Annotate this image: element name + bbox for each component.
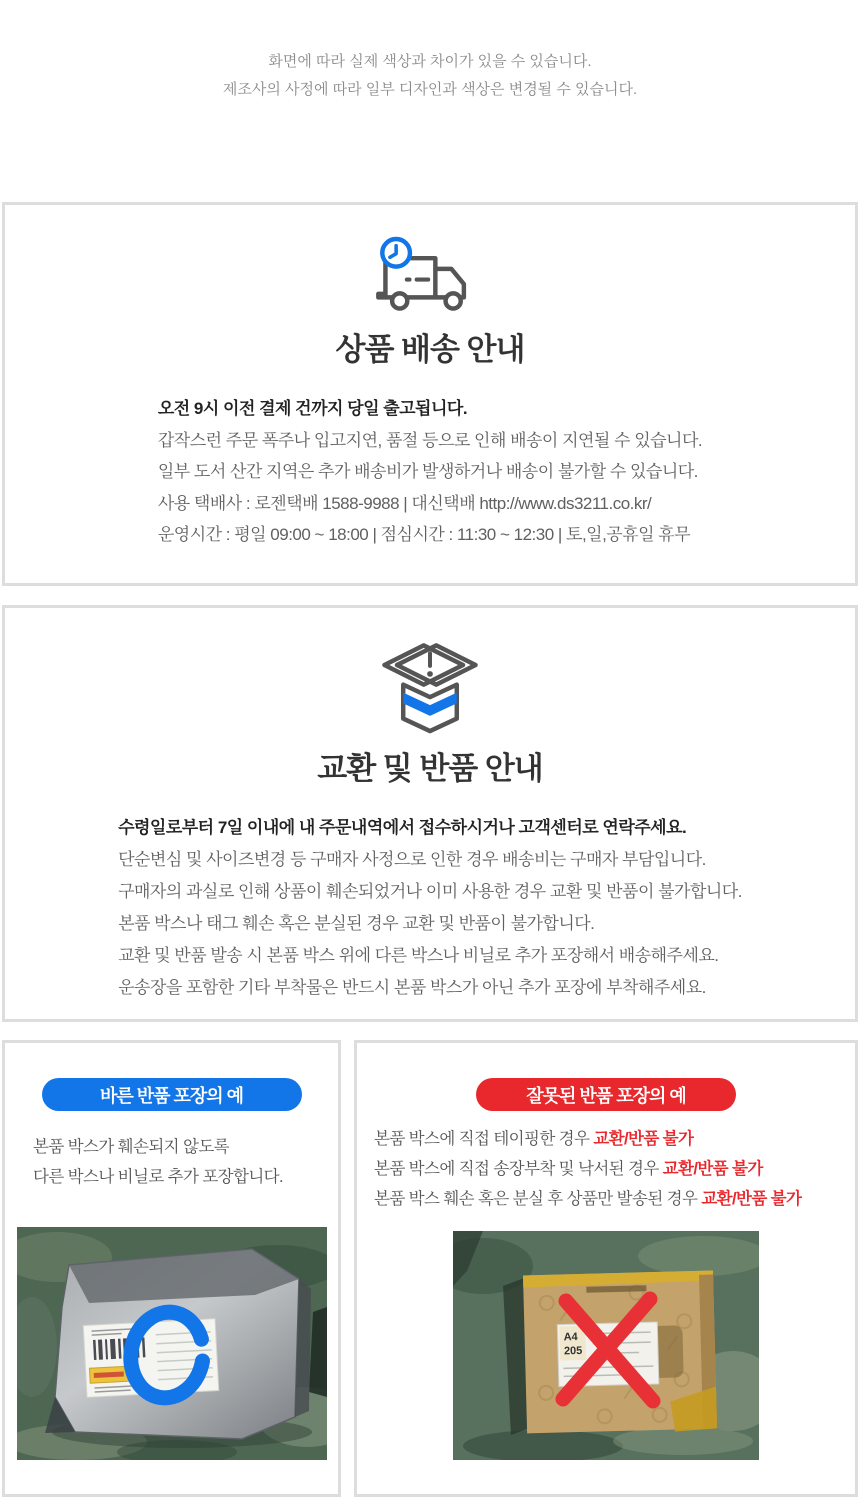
correct-packaging-panel [2, 1040, 341, 1497]
shipping-line: 운영시간 : 평일 09:00 ~ 18:00 | 점심시간 : 11:30 ~ 12:30 | 토,일,공휴일 휴무 [157, 525, 691, 544]
shipping-info-panel [2, 202, 858, 586]
open-box-icon [375, 640, 485, 740]
wrong-packaging-badge: 잘못된 반품 포장의 예 [476, 1078, 736, 1111]
svg-text:205: 205 [563, 1344, 583, 1358]
wrong-note-line: 본품 박스 훼손 혹은 분실 후 상품만 발송된 경우 교환/반품 불가 [374, 1190, 802, 1208]
returns-text [118, 812, 742, 1004]
returns-title: 교환 및 반품 안내 [317, 751, 543, 786]
wrong-packaging-photo [453, 1231, 759, 1460]
shipping-line: 일부 도서 산간 지역은 추가 배송비가 발생하거나 배송이 불가할 수 있습니다. [157, 462, 698, 481]
shipping-line: 사용 택배사 : 로젠택배 1588-9988 | 대신택배 http://www.ds3211.co.kr/ [157, 493, 652, 513]
returns-info-panel [2, 605, 858, 1022]
correct-packaging-note [33, 1132, 338, 1192]
svg-text:A4: A4 [563, 1331, 578, 1344]
returns-line: 단순변심 및 사이즈변경 등 구매자 사정으로 인한 경우 배송비는 구매자 부담입니다. [118, 850, 706, 869]
no-return-warning: 교환/반품 불가 [662, 1160, 763, 1178]
correct-note-line: 다른 박스나 비닐로 추가 포장합니다. [33, 1168, 284, 1186]
shipping-title: 상품 배송 안내 [335, 332, 525, 367]
color-disclaimer [0, 0, 860, 104]
returns-line: 운송장을 포함한 기타 부착물은 반드시 본품 박스가 아닌 추가 포장에 부착해주세요. [118, 978, 706, 997]
shipping-text [158, 393, 702, 551]
returns-line: 구매자의 과실로 인해 상품이 훼손되었거나 이미 사용한 경우 교환 및 반품이 불가합니다. [118, 882, 742, 901]
returns-line: 교환 및 반품 발송 시 본품 박스 위에 다른 박스나 비닐로 추가 포장해서 배송해주세요. [118, 946, 719, 965]
disclaimer-line-2: 제조사의 사정에 따라 일부 디자인과 색상은 변경될 수 있습니다. [222, 81, 638, 98]
returns-line: 본품 박스나 태그 훼손 혹은 분실된 경우 교환 및 반품이 불가합니다. [118, 914, 595, 933]
disclaimer-line-1: 화면에 따라 실제 색상과 차이가 있을 수 있습니다. [268, 53, 592, 70]
truck-clock-icon [370, 235, 490, 317]
returns-lead: 수령일로부터 7일 이내에 내 주문내역에서 접수하시거나 고객센터로 연락주세요. [118, 818, 687, 837]
wrong-note-line: 본품 박스에 직접 테이핑한 경우 교환/반품 불가 [374, 1130, 694, 1148]
wrong-packaging-note [374, 1124, 855, 1214]
correct-note-line: 본품 박스가 훼손되지 않도록 [33, 1138, 230, 1156]
packaging-examples-row [2, 1040, 858, 1497]
wrong-packaging-panel [354, 1040, 858, 1497]
shipping-lead: 오전 9시 이전 결제 건까지 당일 출고됩니다. [157, 399, 468, 418]
no-return-warning: 교환/반품 불가 [701, 1190, 802, 1208]
correct-packaging-photo [17, 1227, 327, 1460]
correct-packaging-badge: 바른 반품 포장의 예 [42, 1078, 302, 1111]
shipping-line: 갑작스런 주문 폭주나 입고지연, 품절 등으로 인해 배송이 지연될 수 있습니다. [157, 430, 703, 450]
wrong-note-line: 본품 박스에 직접 송장부착 및 낙서된 경우 교환/반품 불가 [374, 1160, 763, 1178]
no-return-warning: 교환/반품 불가 [593, 1130, 694, 1148]
